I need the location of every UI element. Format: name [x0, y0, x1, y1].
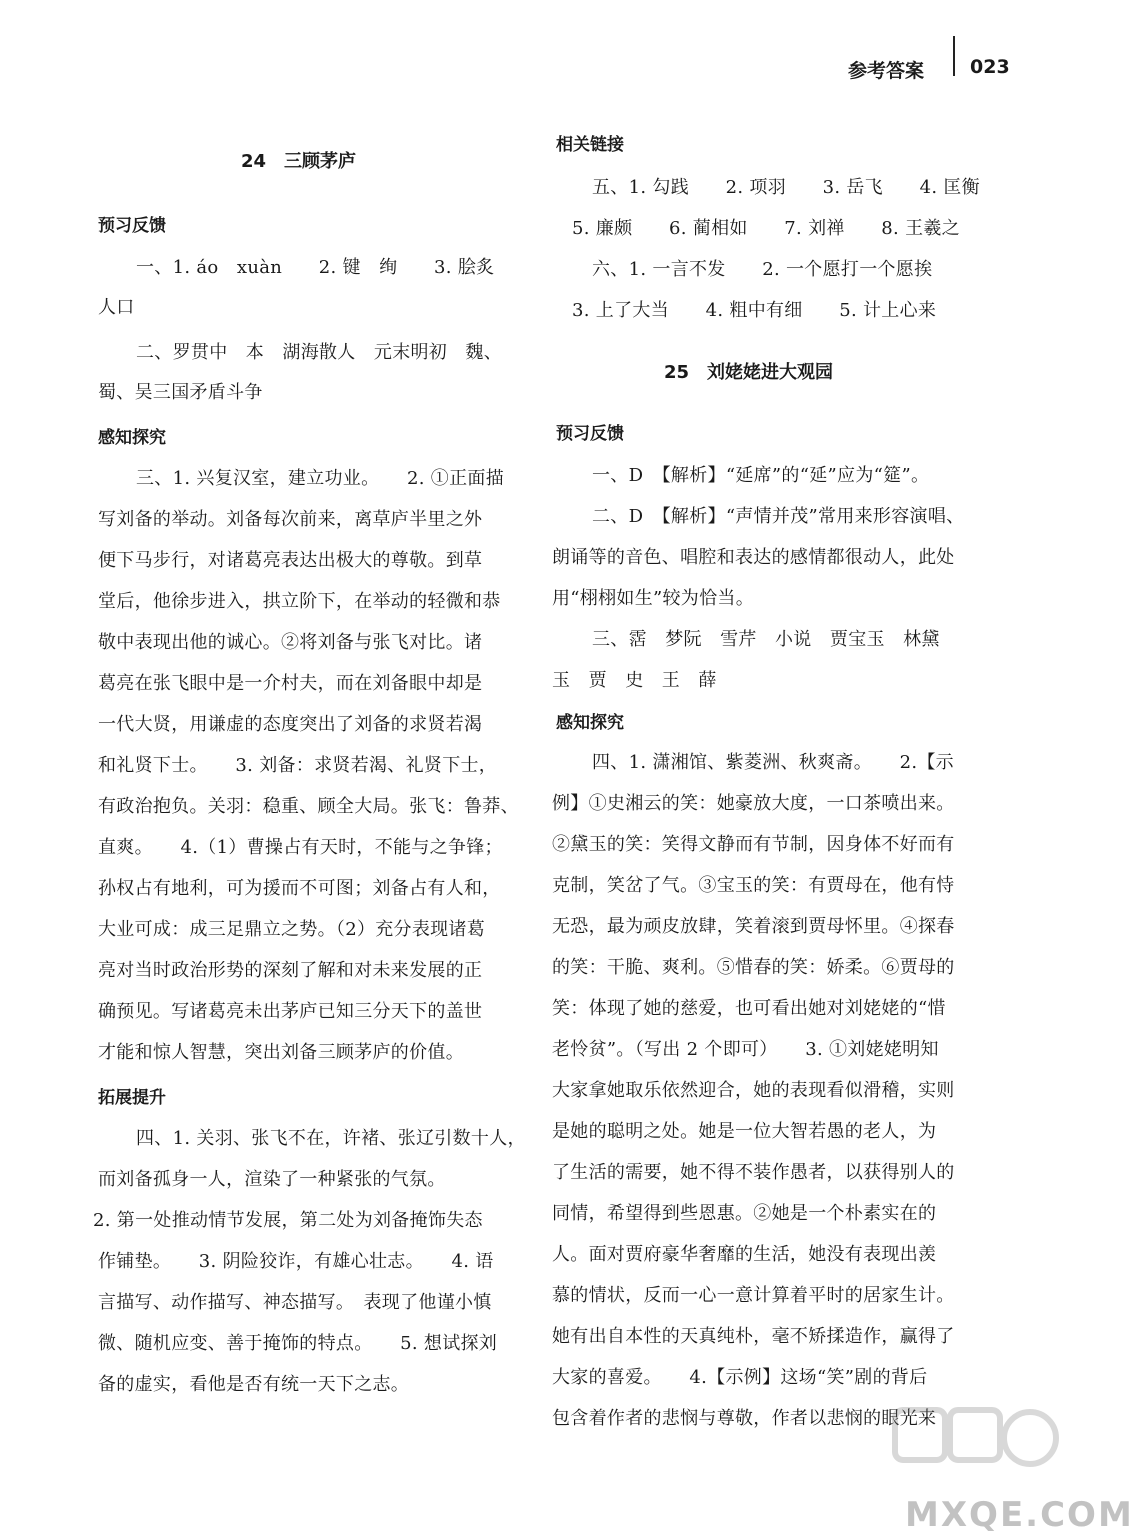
text-line: 无恐，最为顽皮放肆，笑着滚到贾母怀里。④探春: [552, 916, 955, 937]
heading-perception-inquiry: 感知探究: [98, 428, 166, 448]
text-line: 二、罗贯中 本 湖海散人 元末明初 魏、: [136, 342, 502, 363]
text-line: 克制，笑岔了气。③宝玉的笑：有贾母在，他有恃: [552, 875, 955, 896]
text-line: 五、1. 勾践 2. 项羽 3. 岳飞 4. 匡衡: [592, 177, 980, 198]
text-line: 才能和惊人智慧，突出刘备三顾茅庐的价值。: [98, 1042, 464, 1063]
page-number: 023: [970, 56, 1010, 78]
text-line: 例】①史湘云的笑：她豪放大度，一口茶喷出来。: [552, 793, 955, 814]
text-line: 言描写、动作描写、神态描写。 表现了他谨小慎: [98, 1292, 492, 1313]
text-line: 堂后，他徐步进入，拱立阶下，在举动的轻微和恭: [98, 591, 501, 612]
text-line: 四、1. 潇湘馆、紫菱洲、秋爽斋。 2.【示: [592, 752, 954, 773]
text-line: 一代大贤，用谦虚的态度突出了刘备的求贤若渴: [98, 714, 483, 735]
text-line: 便下马步行，对诸葛亮表达出极大的尊敬。到草: [98, 550, 483, 571]
text-line: 包含着作者的悲悯与尊敬，作者以悲悯的眼光来: [552, 1408, 937, 1429]
text-line: 孙权占有地利，可为援而不可图；刘备占有人和，: [98, 878, 501, 899]
text-line: 葛亮在张飞眼中是一介村夫，而在刘备眼中却是: [98, 673, 483, 694]
text-line: 作铺垫。 3. 阴险狡诈，有雄心壮志。 4. 语: [98, 1251, 494, 1272]
heading-related-links: 相关链接: [556, 135, 624, 155]
text-line: 直爽。 4.（1）曹操占有天时，不能与之争锋；: [98, 837, 503, 858]
text-line: 四、1. 关羽、张飞不在，许褚、张辽引数十人，: [136, 1128, 526, 1149]
text-line: 是她的聪明之处。她是一位大智若愚的老人，为: [552, 1121, 937, 1142]
text-line: 玉 贾 史 王 薛: [552, 670, 717, 691]
text-line: 了生活的需要，她不得不装作愚者，以获得别人的: [552, 1162, 955, 1183]
section-title-24: 24 三顾茅庐: [241, 151, 357, 172]
heading-preview-feedback: 预习反馈: [98, 216, 166, 236]
watermark-text: MXQE.COM: [905, 1495, 1134, 1535]
text-line: 亮对当时政治形势的深刻了解和对未来发展的正: [98, 960, 483, 981]
text-line: 大家拿她取乐依然迎合，她的表现看似滑稽，实则: [552, 1080, 955, 1101]
text-line: 5. 廉颇 6. 蔺相如 7. 刘禅 8. 王羲之: [572, 218, 960, 239]
text-line: 朗诵等的音色、唱腔和表达的感情都很动人，此处: [552, 547, 955, 568]
text-line: 同情，希望得到些恩惠。②她是一个朴素实在的: [552, 1203, 937, 1224]
page-header-label: 参考答案: [848, 60, 925, 82]
text-line: 2. 第一处推动情节发展，第二处为刘备掩饰失态: [93, 1210, 483, 1231]
text-line: 而刘备孤身一人，渲染了一种紧张的气氛。: [98, 1169, 446, 1190]
text-line: 微、随机应变、善于掩饰的特点。 5. 想试探刘: [98, 1333, 498, 1354]
text-line: 她有出自本性的天真纯朴，毫不矫揉造作，赢得了: [552, 1326, 955, 1347]
text-line: 和礼贤下士。 3. 刘备：求贤若渴、礼贤下士，: [98, 755, 498, 776]
text-line: 一、1. áo xuàn 2. 键 绚 3. 脍炙: [136, 257, 495, 278]
text-line: 三、霑 梦阮 雪芹 小说 贾宝玉 林黛: [592, 629, 940, 650]
section-title-25: 25 刘姥姥进大观园: [664, 362, 834, 383]
text-line: 大家的喜爱。 4.【示例】这场“笑”剧的背后: [552, 1367, 928, 1388]
text-line: 有政治抱负。关羽：稳重、顾全大局。张飞：鲁莽、: [98, 796, 519, 817]
text-line: 用“栩栩如生”较为恰当。: [552, 588, 755, 609]
text-line: 慕的情状，反而一心一意计算着平时的居家生计。: [552, 1285, 955, 1306]
text-line: 确预见。写诸葛亮未出茅庐已知三分天下的盖世: [98, 1001, 483, 1022]
text-line: 笑：体现了她的慈爱，也可看出她对刘姥姥的“惜: [552, 998, 946, 1019]
text-line: 二、D 【解析】“声情并茂”常用来形容演唱、: [592, 506, 965, 527]
page-header-divider: [953, 36, 955, 76]
text-line: 老怜贫”。（写出 2 个即可） 3. ①刘姥姥明知: [552, 1039, 939, 1060]
text-line: 的笑：干脆、爽利。⑤惜春的笑：娇柔。⑥贾母的: [552, 957, 955, 978]
heading-perception-inquiry: 感知探究: [556, 713, 624, 733]
text-line: 人口: [98, 297, 135, 318]
text-line: 敬中表现出他的诚心。②将刘备与张飞对比。诸: [98, 632, 483, 653]
text-line: 六、1. 一言不发 2. 一个愿打一个愿挨: [592, 259, 933, 280]
text-line: 一、D 【解析】“延席”的“延”应为“筵”。: [592, 465, 930, 486]
text-line: 人。面对贾府豪华奢靡的生活，她没有表现出羡: [552, 1244, 937, 1265]
text-line: 备的虚实，看他是否有统一天下之志。: [98, 1374, 410, 1395]
heading-extension: 拓展提升: [98, 1088, 166, 1108]
text-line: 3. 上了大当 4. 粗中有细 5. 计上心来: [572, 300, 937, 321]
text-line: 三、1. 兴复汉室，建立功业。 2. ①正面描: [136, 468, 504, 489]
text-line: 写刘备的举动。刘备每次前来，离草庐半里之外: [98, 509, 483, 530]
text-line: 蜀、吴三国矛盾斗争: [98, 382, 263, 403]
heading-preview-feedback: 预习反馈: [556, 424, 624, 444]
text-line: ②黛玉的笑：笑得文静而有节制，因身体不好而有: [552, 834, 955, 855]
text-line: 大业可成：成三足鼎立之势。（2）充分表现诸葛: [98, 919, 486, 940]
